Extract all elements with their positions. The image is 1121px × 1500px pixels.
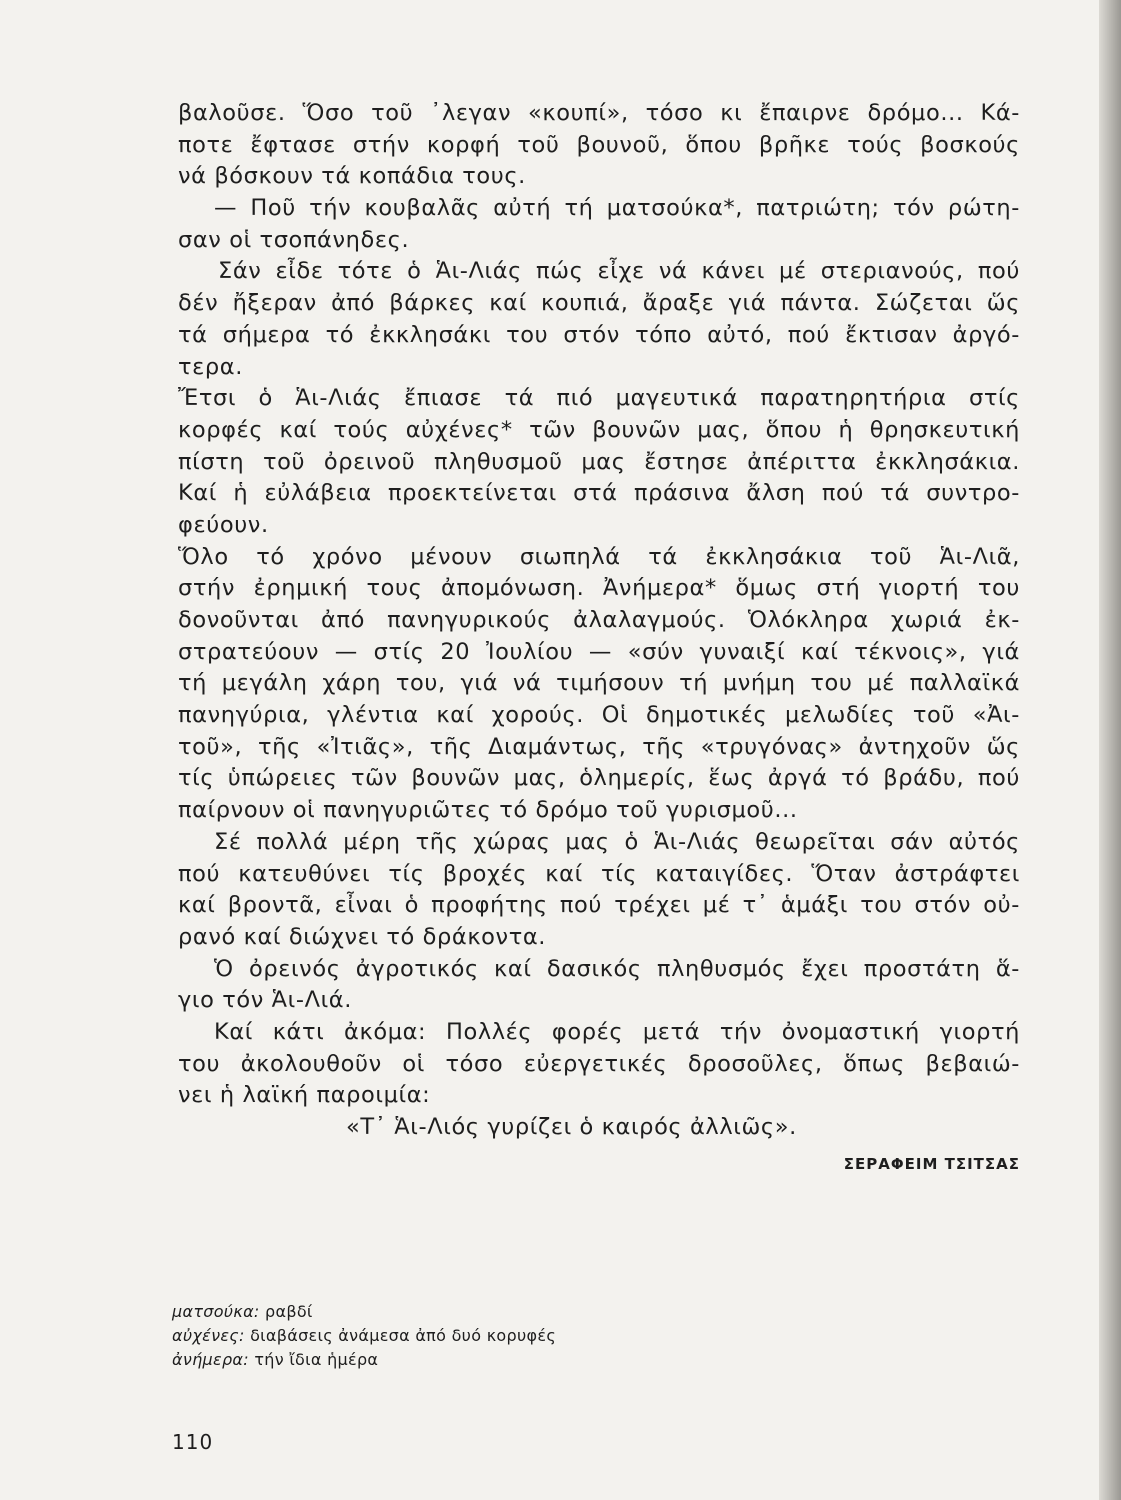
footnote-term: ἀνήμερα: — [172, 1350, 249, 1369]
author-signature: ΣΕΡΑΦΕΙΜ ΤΣΙΤΣΑΣ — [843, 1154, 1020, 1173]
text-line: τά σήμερα τό ἐκκλησάκι του στόν τόπο αὐτό, πού ἔκτισαν ἀργό- — [178, 321, 1020, 348]
text-line: Καί κάτι ἀκόμα: Πολλές φορές μετά τήν ὀνομαστική γιορτή — [214, 1018, 1020, 1045]
page-edge-shadow — [1099, 0, 1121, 1500]
text-line: τερα. — [178, 353, 243, 380]
footnote — [172, 1348, 772, 1372]
text-line: δονοῦνται ἀπό πανηγυρικούς ἀλαλαγμούς. Ὁλόκληρα χωριά ἐκ- — [178, 607, 1020, 633]
text-line: τίς ὑπώρειες τῶν βουνῶν μας, ὁλημερίς, ἕως ἀργά τό βράδυ, πού — [178, 765, 1020, 792]
footnote-definition: ραβδί — [265, 1302, 313, 1321]
text-line: Σέ πολλά μέρη τῆς χώρας μας ὁ Ἁι-Λιάς θεωρεῖται σάν αὐτός — [214, 828, 1020, 855]
text-line: Σάν εἶδε τότε ὁ Ἁι-Λιάς πώς εἶχε νά κάνει μέ στεριανούς, πού — [218, 258, 1020, 285]
text-line: ποτε ἔφτασε στήν κορφή τοῦ βουνοῦ, ὅπου βρῆκε τούς βοσκούς — [178, 131, 1020, 158]
text-line: δέν ἤξεραν ἀπό βάρκες καί κουπιά, ἄραξε γιά πάντα. Σώζεται ὥς — [178, 290, 1020, 317]
text-line: πίστη τοῦ ὀρεινοῦ πληθυσμοῦ μας ἔστησε ἀπέριττα ἐκκλησάκια. — [178, 448, 1020, 475]
text-line: — Ποῦ τήν κουβαλᾶς αὐτή τή ματσούκα*, πατριώτη; τόν ρώτη- — [214, 195, 1020, 222]
footnote-term: ματσούκα: — [172, 1302, 260, 1321]
text-line: σαν οἱ τσοπάνηδες. — [178, 226, 410, 253]
text-line: νά βόσκουν τά κοπάδια τους. — [178, 163, 526, 190]
text-line: παίρνουν οἱ πανηγυριῶτες τό δρόμο τοῦ γυρισμοῦ... — [178, 797, 798, 824]
text-line: ρανό καί διώχνει τό δράκοντα. — [178, 923, 547, 950]
text-line: κορφές καί τούς αὐχένες* τῶν βουνῶν μας, ὅπου ἡ θρησκευτική — [178, 416, 1020, 443]
text-line: Καί ἡ εὐλάβεια προεκτείνεται στά πράσινα ἄλση πού τά συντρο- — [178, 480, 1020, 507]
footnotes — [172, 1300, 772, 1372]
text-line: πανηγύρια, γλέντια καί χορούς. Οἱ δημοτικές μελωδίες τοῦ «Ἀι- — [178, 702, 1020, 729]
text-line: τοῦ», τῆς «Ἰτιᾶς», τῆς Διαμάντως, τῆς «τρυγόνας» ἀντηχοῦν ὥς — [178, 733, 1020, 760]
text-line: Ὅλο τό χρόνο μένουν σιωπηλά τά ἐκκλησάκια τοῦ Ἁι-Λιᾶ, — [178, 543, 1020, 570]
footnote — [172, 1300, 772, 1324]
footnote-definition: διαβάσεις ἀνάμεσα ἀπό δυό κορυφές — [250, 1326, 557, 1345]
page-number: 110 — [172, 1430, 214, 1454]
text-line: πού κατευθύνει τίς βροχές καί τίς καταιγίδες. Ὅταν ἀστράφτει — [178, 860, 1020, 887]
text-line: γιο τόν Ἁι-Λιά. — [178, 987, 352, 1014]
text-line: στρατεύουν — στίς 20 Ἰουλίου — «σύν γυναιξί καί τέκνοις», γιά — [178, 638, 1020, 665]
footnote — [172, 1324, 772, 1348]
main-text — [178, 98, 1020, 1178]
footnote-term: αὐχένες: — [172, 1326, 245, 1345]
text-line: νει ἡ λαϊκή παροιμία: — [178, 1082, 431, 1109]
text-line: τή μεγάλη χάρη του, γιά νά τιμήσουν τή μνήμη του μέ παλλαϊκά — [178, 670, 1020, 697]
text-line: Ἔτσι ὁ Ἁι-Λιάς ἔπιασε τά πιό μαγευτικά παρατηρητήρια στίς — [178, 385, 1020, 412]
text-line: Ὁ ὀρεινός ἀγροτικός καί δασικός πληθυσμός ἔχει προστάτη ἅ- — [214, 955, 1020, 982]
text-line: βαλοῦσε. Ὅσο τοῦ ᾽λεγαν «κουπί», τόσο κι ἔπαιρνε δρόμο... Κά- — [178, 100, 1020, 126]
text-line: του ἀκολουθοῦν οἱ τόσο εὐεργετικές δροσοῦλες, ὅπως βεβαιώ- — [178, 1050, 1020, 1077]
proverb-quote: «Τ᾽ Ἁι-Λιός γυρίζει ὁ καιρός ἀλλιῶς». — [346, 1114, 797, 1140]
text-line: φεύουν. — [178, 511, 269, 538]
footnote-definition: τήν ἴδια ἡμέρα — [254, 1350, 379, 1369]
text-line: στήν ἐρημική τους ἀπομόνωση. Ἀνήμερα* ὅμως στή γιορτή του — [178, 575, 1020, 602]
text-line: καί βροντᾶ, εἶναι ὁ προφήτης πού τρέχει μέ τ᾽ ἁμάξι του στόν οὐ- — [178, 892, 1020, 919]
